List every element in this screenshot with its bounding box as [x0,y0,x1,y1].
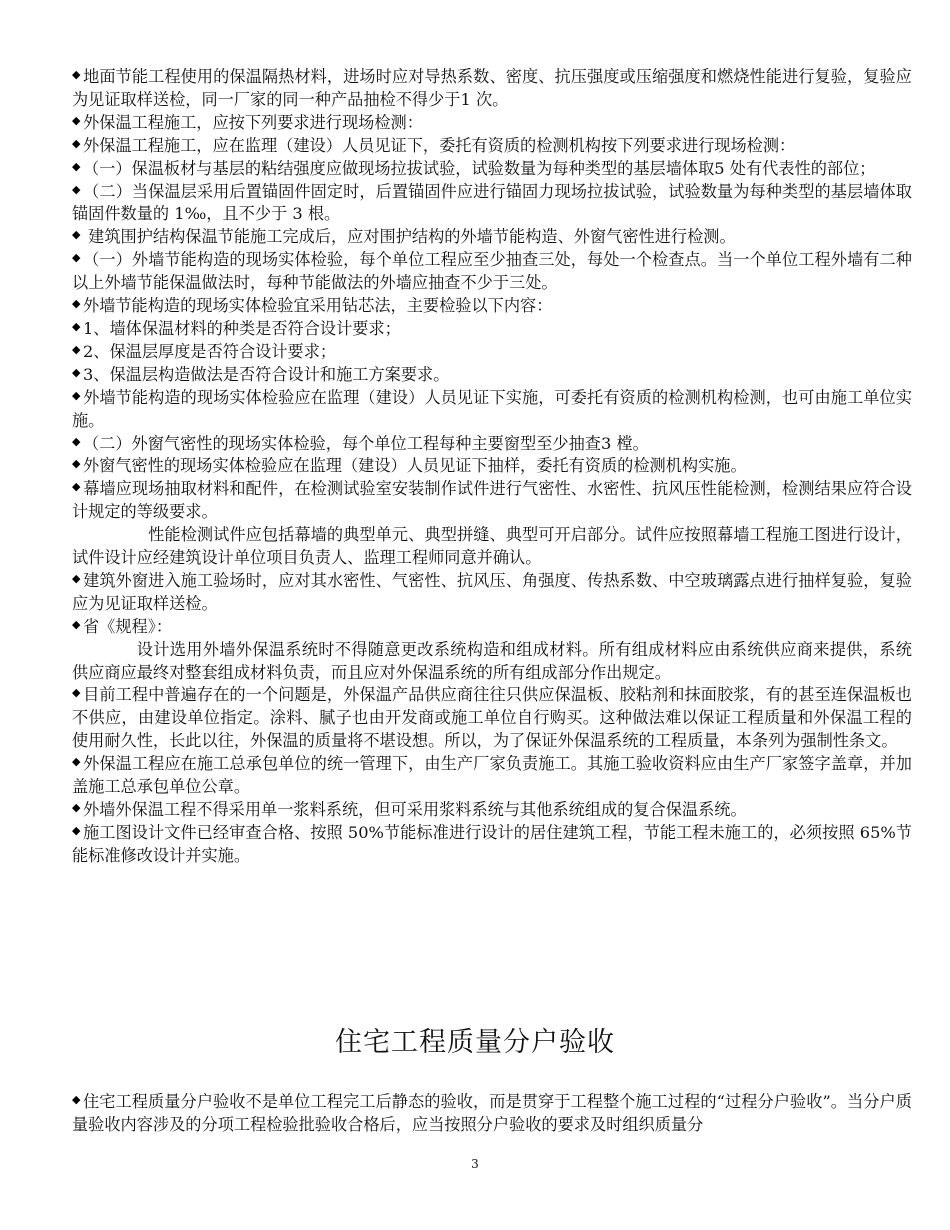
paragraph [72,639,912,685]
bottom-text [72,1090,912,1136]
paragraph-text: 外墙节能构造的现场实体检验应在监理（建设）人员见证下实施，可委托有资质的检测机构检测，也可由施工单位实施。 [72,387,912,430]
paragraph-text: 2、保温层厚度是否符合设计要求； [83,341,337,361]
paragraph [72,524,912,570]
paragraph [72,226,912,249]
paragraph-text: 1、墙体保温材料的种类是否符合设计要求； [83,318,401,338]
paragraph-text: 性能检测试件应包括幕墙的典型单元、典型拼缝、典型可开启部分。试件应按照幕墙工程施工图进行设计，试件设计应经建筑设计单位项目负责人、监理工程师同意并确认。 [72,525,912,568]
paragraph-text: 设计选用外墙外保温系统时不得随意更改系统构造和组成材料。所有组成材料应由系统供应商来提供，系统供应商应最终对整套组成材料负责，而且应对外保温系统的所有组成部分作出规定。 [72,639,912,682]
diamond-bullet-icon: ◆ [72,136,81,150]
paragraph-text: 建筑围护结构保温节能施工完成后，应对围护结构的外墙节能构造、外窗气密性进行检测。 [83,227,736,247]
paragraph-text: 目前工程中普遍存在的一个问题是，外保温产品供应商往往只供应保温板、胶粘剂和抹面胶浆，有的甚至连保温板也不供应，由建设单位指定。涂料、腻子也由开发商或施工单位自行购买。这种做法难以保证工程质量和外保温工程的使用耐久性，长此以往，外保温的质量将不堪设想。所以，为了保证外保温系统的工程质量，本条列为强制性条文。 [72,685,912,751]
paragraph [72,387,912,433]
paragraph [72,1090,912,1136]
paragraph [72,249,912,295]
paragraph-text: 外保温工程施工，应在监理（建设）人员见证下，委托有资质的检测机构按下列要求进行现场检测： [83,135,796,155]
diamond-bullet-icon: ◆ [72,342,81,356]
paragraph [72,158,912,181]
body-text [72,66,912,868]
paragraph [72,66,912,112]
paragraph-text: （一）外墙节能构造的现场实体检验，每个单位工程应至少抽查三处，每处一个检查点。当一个单位工程外墙有二种以上外墙节能保温做法时，每种节能做法的外墙应抽查不少于三处。 [72,250,912,293]
diamond-bullet-icon: ◆ [72,68,81,81]
paragraph-text: 建筑外窗进入施工验场时，应对其水密性、气密性、抗风压、角强度、传热系数、中空玻璃露点进行抽样复验，复验应为见证取样送检。 [72,570,912,613]
diamond-bullet-icon: ◆ [72,755,81,769]
diamond-bullet-icon: ◆ [72,113,81,127]
paragraph-text: 施工图设计文件已经审查合格、按照 50%节能标准进行设计的居住建筑工程，节能工程未施工的，必须按照 65%节能标准修改设计并实施。 [72,822,912,865]
diamond-bullet-icon: ◆ [72,823,81,837]
paragraph [72,433,912,456]
paragraph-text: 住宅工程质量分户验收不是单位工程完工后静态的验收，而是贯穿于工程整个施工过程的“过程分户验收”。当分户质量验收内容涉及的分项工程检验批验收合格后，应当按照分户验收的要求及时组织质量分 [72,1092,912,1134]
paragraph [72,822,912,868]
paragraph-text: 外墙节能构造的现场实体检验宜采用钻芯法，主要检验以下内容： [83,296,553,316]
paragraph-text: 省《规程》： [83,616,173,636]
paragraph [72,135,912,158]
paragraph-text: （一）保温板材与基层的粘结强度应做现场拉拔试验，试验数量为每种类型的基层墙体取5 处有代表性的部位； [83,158,876,178]
paragraph [72,570,912,616]
diamond-bullet-icon: ◆ [72,571,81,585]
diamond-bullet-icon: ◆ [72,319,81,333]
diamond-bullet-icon: ◆ [72,480,81,494]
diamond-bullet-icon: ◆ [72,388,81,402]
diamond-bullet-icon: ◆ [72,228,81,242]
paragraph [72,181,912,227]
paragraph [72,112,912,135]
diamond-bullet-icon: ◆ [72,457,81,471]
paragraph [72,318,912,341]
paragraph [72,295,912,318]
paragraph-text: 3、保温层构造做法是否符合设计和施工方案要求。 [83,364,450,384]
paragraph [72,455,912,478]
paragraph-text: （二）当保温层采用后置锚固件固定时，后置锚固件应进行锚固力现场拉拔试验，试验数量为每种类型的基层墙体取锚固件数量的 1‰，且不少于 3 根。 [72,181,912,224]
diamond-bullet-icon: ◆ [72,182,81,196]
paragraph-text: （二）外窗气密性的现场实体检验，每个单位工程每种主要窗型至少抽查3 樘。 [83,433,649,453]
paragraph-text: 外墙外保温工程不得采用单一浆料系统，但可采用浆料系统与其他系统组成的复合保温系统。 [83,800,747,819]
paragraph [72,753,912,799]
diamond-bullet-icon: ◆ [72,617,81,631]
diamond-bullet-icon: ◆ [72,1093,81,1106]
section-title: 住宅工程质量分户验收 [335,1027,615,1058]
paragraph [72,364,912,387]
paragraph-text: 外窗气密性的现场实体检验应在监理（建设）人员见证下抽样，委托有资质的检测机构实施。 [83,456,747,476]
paragraph-text: 外保温工程施工，应按下列要求进行现场检测： [83,112,423,132]
paragraph [72,616,912,639]
diamond-bullet-icon: ◆ [72,434,81,448]
paragraph [72,684,912,753]
diamond-bullet-icon: ◆ [72,251,81,265]
diamond-bullet-icon: ◆ [72,297,81,311]
paragraph [72,799,912,822]
diamond-bullet-icon: ◆ [72,801,81,814]
page-number: 3 [471,1157,479,1171]
diamond-bullet-icon: ◆ [72,365,81,379]
diamond-bullet-icon: ◆ [72,159,81,173]
paragraph [72,478,912,524]
paragraph-text: 地面节能工程使用的保温隔热材料，进场时应对导热系数、密度、抗压强度或压缩强度和燃烧性能进行复验，复验应为见证取样送检，同一厂家的同一种产品抽检不得少于1 次。 [72,67,912,109]
paragraph-text: 幕墙应现场抽取材料和配件，在检测试验室安装制作试件进行气密性、水密性、抗风压性能检测，检测结果应符合设计规定的等级要求。 [72,479,912,522]
diamond-bullet-icon: ◆ [72,686,81,700]
paragraph [72,341,912,364]
paragraph-text: 外保温工程应在施工总承包单位的统一管理下，由生产厂家负责施工。其施工验收资料应由生产厂家签字盖章，并加盖施工总承包单位公章。 [72,754,912,797]
